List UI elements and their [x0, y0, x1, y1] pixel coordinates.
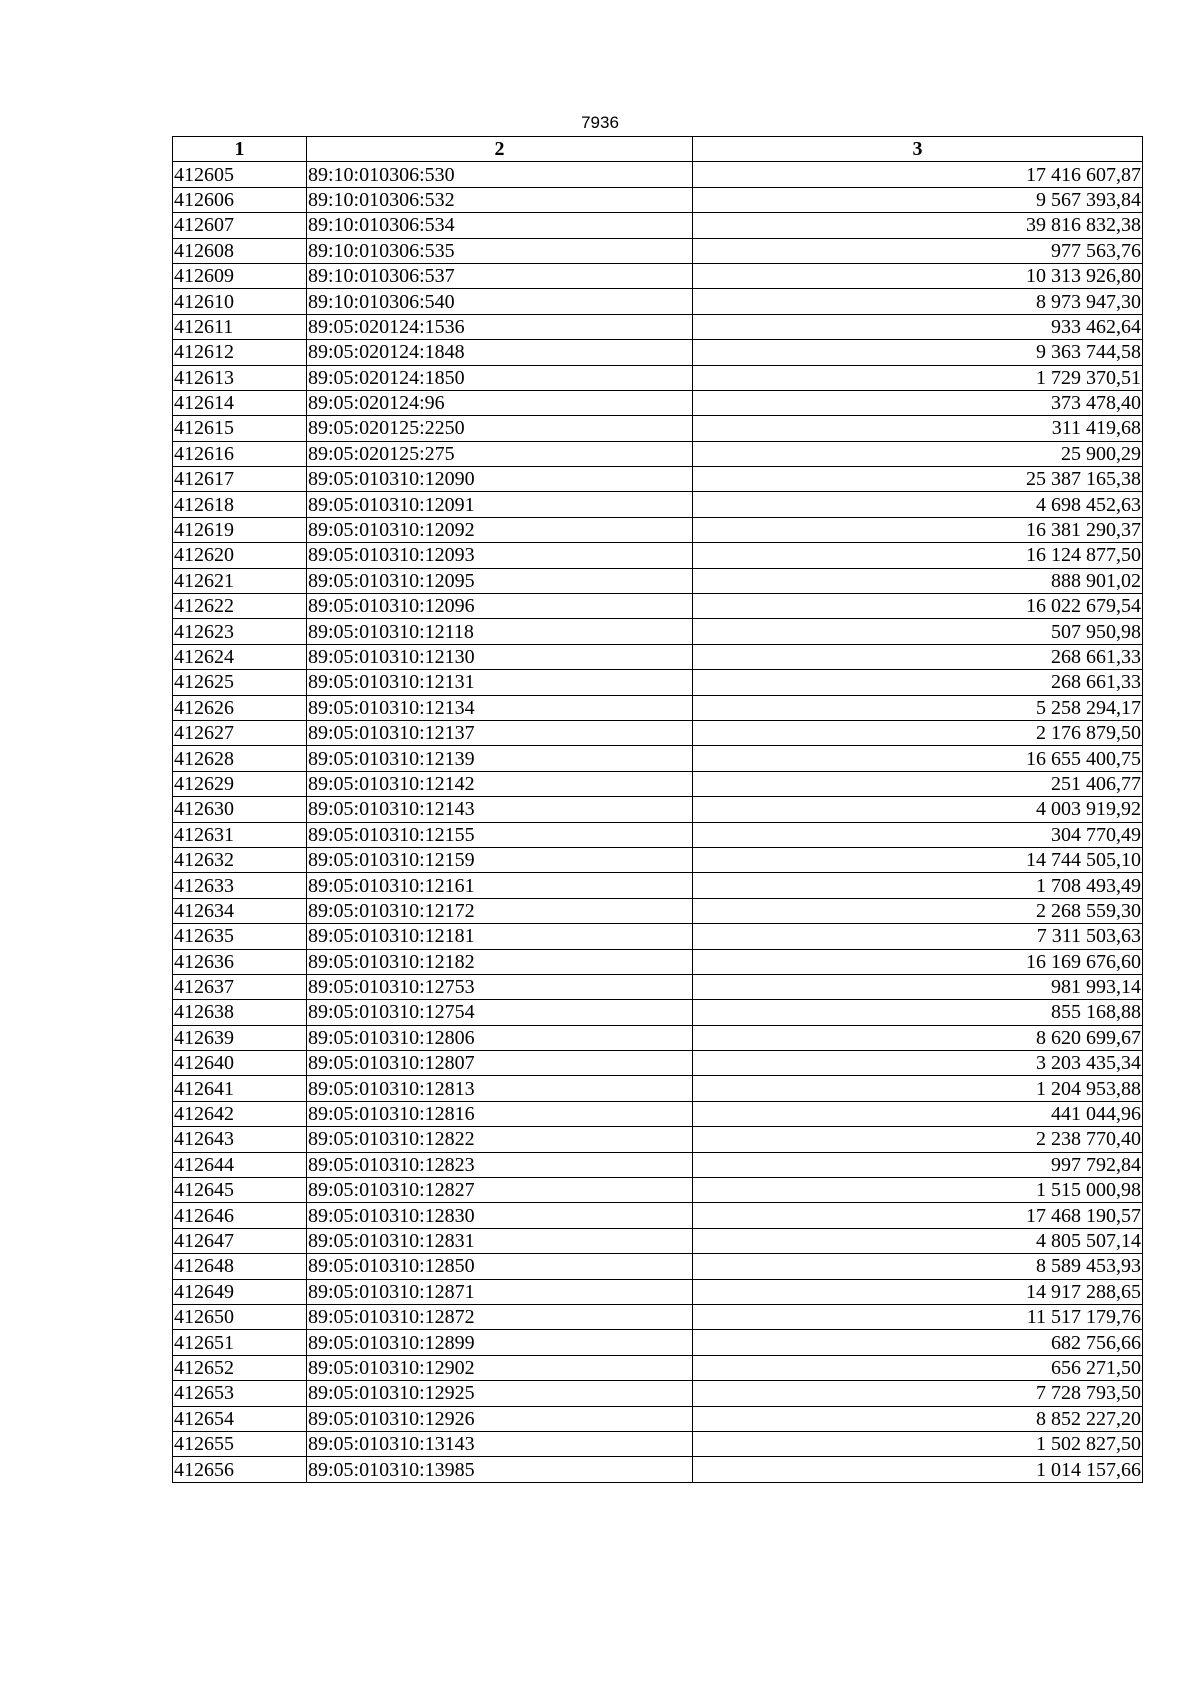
cadastral-number-cell: 89:05:010310:12095: [307, 568, 693, 593]
row-number-cell: 412633: [173, 873, 307, 898]
row-number-cell: 412630: [173, 797, 307, 822]
row-number-cell: 412640: [173, 1051, 307, 1076]
row-number-cell: 412621: [173, 568, 307, 593]
row-number-cell: 412607: [173, 213, 307, 238]
table-row: [173, 517, 1143, 542]
value-cell: 933 462,64: [693, 314, 1143, 339]
table-row: [173, 822, 1143, 847]
row-number-cell: 412618: [173, 492, 307, 517]
table-row: [173, 289, 1143, 314]
cadastral-number-cell: 89:05:010310:12139: [307, 746, 693, 771]
cadastral-number-cell: 89:05:010310:12827: [307, 1178, 693, 1203]
cadastral-number-cell: 89:05:020124:1536: [307, 314, 693, 339]
row-number-cell: 412614: [173, 390, 307, 415]
value-cell: 7 311 503,63: [693, 924, 1143, 949]
cadastral-number-cell: 89:05:010310:12093: [307, 543, 693, 568]
value-cell: 441 044,96: [693, 1101, 1143, 1126]
value-cell: 16 381 290,37: [693, 517, 1143, 542]
cadastral-number-cell: 89:05:010310:12134: [307, 695, 693, 720]
cadastral-number-cell: 89:05:010310:12172: [307, 898, 693, 923]
cadastral-number-cell: 89:05:010310:12096: [307, 594, 693, 619]
row-number-cell: 412613: [173, 365, 307, 390]
row-number-cell: 412637: [173, 974, 307, 999]
value-cell: 10 313 926,80: [693, 263, 1143, 288]
row-number-cell: 412616: [173, 441, 307, 466]
row-number-cell: 412639: [173, 1025, 307, 1050]
row-number-cell: 412648: [173, 1254, 307, 1279]
value-cell: 17 468 190,57: [693, 1203, 1143, 1228]
cadastral-number-cell: 89:10:010306:540: [307, 289, 693, 314]
row-number-cell: 412649: [173, 1279, 307, 1304]
value-cell: 682 756,66: [693, 1330, 1143, 1355]
row-number-cell: 412647: [173, 1228, 307, 1253]
cadastral-number-cell: 89:05:010310:12091: [307, 492, 693, 517]
row-number-cell: 412611: [173, 314, 307, 339]
cadastral-number-cell: 89:05:010310:12813: [307, 1076, 693, 1101]
row-number-cell: 412620: [173, 543, 307, 568]
cadastral-number-cell: 89:05:010310:12092: [307, 517, 693, 542]
row-number-cell: 412643: [173, 1127, 307, 1152]
row-number-cell: 412650: [173, 1304, 307, 1329]
value-cell: 507 950,98: [693, 619, 1143, 644]
value-cell: 1 014 157,66: [693, 1457, 1143, 1482]
cadastral-number-cell: 89:05:010310:12806: [307, 1025, 693, 1050]
value-cell: 16 124 877,50: [693, 543, 1143, 568]
value-cell: 8 589 453,93: [693, 1254, 1143, 1279]
cadastral-number-cell: 89:05:010310:12753: [307, 974, 693, 999]
table-row: [173, 1457, 1143, 1482]
table-row: [173, 1203, 1143, 1228]
table-row: [173, 365, 1143, 390]
table-row: [173, 1101, 1143, 1126]
cadastral-number-cell: 89:05:010310:13985: [307, 1457, 693, 1482]
value-cell: 1 708 493,49: [693, 873, 1143, 898]
table-header-row: [173, 137, 1143, 162]
cadastral-number-cell: 89:05:010310:12872: [307, 1304, 693, 1329]
value-cell: 39 816 832,38: [693, 213, 1143, 238]
cadastral-number-cell: 89:10:010306:537: [307, 263, 693, 288]
table-row: [173, 568, 1143, 593]
cadastral-number-cell: 89:05:010310:12899: [307, 1330, 693, 1355]
value-cell: 8 852 227,20: [693, 1406, 1143, 1431]
table-row: [173, 974, 1143, 999]
row-number-cell: 412622: [173, 594, 307, 619]
value-cell: 373 478,40: [693, 390, 1143, 415]
table-row: [173, 720, 1143, 745]
column-header-3: 3: [693, 137, 1143, 162]
value-cell: 311 419,68: [693, 416, 1143, 441]
cadastral-number-cell: 89:10:010306:532: [307, 187, 693, 212]
value-cell: 8 973 947,30: [693, 289, 1143, 314]
row-number-cell: 412646: [173, 1203, 307, 1228]
value-cell: 7 728 793,50: [693, 1381, 1143, 1406]
value-cell: 268 661,33: [693, 670, 1143, 695]
cadastral-number-cell: 89:10:010306:530: [307, 162, 693, 187]
row-number-cell: 412617: [173, 467, 307, 492]
cadastral-number-cell: 89:05:020124:1850: [307, 365, 693, 390]
cadastral-number-cell: 89:05:010310:12823: [307, 1152, 693, 1177]
cadastral-number-cell: 89:05:010310:12159: [307, 847, 693, 872]
column-header-1: 1: [173, 137, 307, 162]
row-number-cell: 412636: [173, 949, 307, 974]
value-cell: 4 003 919,92: [693, 797, 1143, 822]
value-cell: 17 416 607,87: [693, 162, 1143, 187]
row-number-cell: 412609: [173, 263, 307, 288]
row-number-cell: 412623: [173, 619, 307, 644]
value-cell: 1 515 000,98: [693, 1178, 1143, 1203]
table-row: [173, 187, 1143, 212]
table-row: [173, 1025, 1143, 1050]
table-row: [173, 695, 1143, 720]
table-row: [173, 1076, 1143, 1101]
cadastral-number-cell: 89:05:010310:12137: [307, 720, 693, 745]
table-row: [173, 594, 1143, 619]
row-number-cell: 412655: [173, 1431, 307, 1456]
row-number-cell: 412624: [173, 644, 307, 669]
value-cell: 268 661,33: [693, 644, 1143, 669]
table-row: [173, 873, 1143, 898]
table-row: [173, 1381, 1143, 1406]
row-number-cell: 412654: [173, 1406, 307, 1431]
table-row: [173, 1178, 1143, 1203]
table-row: [173, 314, 1143, 339]
row-number-cell: 412628: [173, 746, 307, 771]
table-row: [173, 213, 1143, 238]
row-number-cell: 412641: [173, 1076, 307, 1101]
value-cell: 5 258 294,17: [693, 695, 1143, 720]
column-header-2: 2: [307, 137, 693, 162]
cadastral-number-cell: 89:05:010310:12871: [307, 1279, 693, 1304]
row-number-cell: 412638: [173, 1000, 307, 1025]
table-row: [173, 898, 1143, 923]
value-cell: 251 406,77: [693, 771, 1143, 796]
cadastral-number-cell: 89:05:010310:12926: [307, 1406, 693, 1431]
value-cell: 8 620 699,67: [693, 1025, 1143, 1050]
table-body: [173, 162, 1143, 1482]
table-row: [173, 670, 1143, 695]
cadastral-number-cell: 89:05:010310:12816: [307, 1101, 693, 1126]
value-cell: 888 901,02: [693, 568, 1143, 593]
cadastral-number-cell: 89:05:020124:1848: [307, 340, 693, 365]
table-row: [173, 340, 1143, 365]
cadastral-number-cell: 89:05:010310:12155: [307, 822, 693, 847]
row-number-cell: 412656: [173, 1457, 307, 1482]
row-number-cell: 412644: [173, 1152, 307, 1177]
value-cell: 14 744 505,10: [693, 847, 1143, 872]
cadastral-number-cell: 89:05:010310:12925: [307, 1381, 693, 1406]
table-row: [173, 949, 1143, 974]
cadastral-number-cell: 89:05:010310:12090: [307, 467, 693, 492]
row-number-cell: 412645: [173, 1178, 307, 1203]
table-row: [173, 1000, 1143, 1025]
table-row: [173, 1279, 1143, 1304]
value-cell: 11 517 179,76: [693, 1304, 1143, 1329]
cadastral-number-cell: 89:05:020125:275: [307, 441, 693, 466]
value-cell: 4 698 452,63: [693, 492, 1143, 517]
table-row: [173, 467, 1143, 492]
table-row: [173, 771, 1143, 796]
value-cell: 981 993,14: [693, 974, 1143, 999]
table-row: [173, 1228, 1143, 1253]
table-row: [173, 390, 1143, 415]
value-cell: 14 917 288,65: [693, 1279, 1143, 1304]
table-row: [173, 263, 1143, 288]
value-cell: 656 271,50: [693, 1355, 1143, 1380]
cadastral-number-cell: 89:05:020124:96: [307, 390, 693, 415]
cadastral-number-cell: 89:05:010310:12902: [307, 1355, 693, 1380]
row-number-cell: 412605: [173, 162, 307, 187]
value-cell: 16 169 676,60: [693, 949, 1143, 974]
row-number-cell: 412651: [173, 1330, 307, 1355]
row-number-cell: 412632: [173, 847, 307, 872]
cadastral-number-cell: 89:05:010310:12130: [307, 644, 693, 669]
value-cell: 1 502 827,50: [693, 1431, 1143, 1456]
cadastral-number-cell: 89:05:010310:12118: [307, 619, 693, 644]
row-number-cell: 412652: [173, 1355, 307, 1380]
table-row: [173, 543, 1143, 568]
value-cell: 9 363 744,58: [693, 340, 1143, 365]
row-number-cell: 412615: [173, 416, 307, 441]
cadastral-number-cell: 89:05:010310:13143: [307, 1431, 693, 1456]
cadastral-number-cell: 89:05:010310:12131: [307, 670, 693, 695]
value-cell: 16 655 400,75: [693, 746, 1143, 771]
cadastral-number-cell: 89:10:010306:535: [307, 238, 693, 263]
table-row: [173, 1304, 1143, 1329]
row-number-cell: 412606: [173, 187, 307, 212]
row-number-cell: 412629: [173, 771, 307, 796]
value-cell: 977 563,76: [693, 238, 1143, 263]
row-number-cell: 412625: [173, 670, 307, 695]
table-row: [173, 797, 1143, 822]
value-cell: 16 022 679,54: [693, 594, 1143, 619]
value-cell: 1 729 370,51: [693, 365, 1143, 390]
cadastral-number-cell: 89:05:010310:12181: [307, 924, 693, 949]
table-row: [173, 1355, 1143, 1380]
row-number-cell: 412608: [173, 238, 307, 263]
row-number-cell: 412653: [173, 1381, 307, 1406]
value-cell: 2 268 559,30: [693, 898, 1143, 923]
table-row: [173, 619, 1143, 644]
cadastral-number-cell: 89:05:010310:12807: [307, 1051, 693, 1076]
cadastral-number-cell: 89:05:010310:12822: [307, 1127, 693, 1152]
cadastral-number-cell: 89:05:010310:12161: [307, 873, 693, 898]
registry-table: [172, 136, 1143, 1483]
cadastral-number-cell: 89:05:010310:12754: [307, 1000, 693, 1025]
value-cell: 2 176 879,50: [693, 720, 1143, 745]
table-row: [173, 644, 1143, 669]
value-cell: 304 770,49: [693, 822, 1143, 847]
table-row: [173, 924, 1143, 949]
row-number-cell: 412626: [173, 695, 307, 720]
value-cell: 9 567 393,84: [693, 187, 1143, 212]
table-row: [173, 1330, 1143, 1355]
table-row: [173, 1431, 1143, 1456]
cadastral-number-cell: 89:05:020125:2250: [307, 416, 693, 441]
table-row: [173, 1254, 1143, 1279]
cadastral-number-cell: 89:05:010310:12831: [307, 1228, 693, 1253]
table-row: [173, 238, 1143, 263]
value-cell: 25 387 165,38: [693, 467, 1143, 492]
value-cell: 997 792,84: [693, 1152, 1143, 1177]
table-row: [173, 1127, 1143, 1152]
page-number: 7936: [581, 113, 619, 132]
row-number-cell: 412619: [173, 517, 307, 542]
row-number-cell: 412635: [173, 924, 307, 949]
value-cell: 1 204 953,88: [693, 1076, 1143, 1101]
table-row: [173, 1152, 1143, 1177]
row-number-cell: 412642: [173, 1101, 307, 1126]
table-row: [173, 847, 1143, 872]
value-cell: 3 203 435,34: [693, 1051, 1143, 1076]
table-row: [173, 441, 1143, 466]
table-row: [173, 1406, 1143, 1431]
row-number-cell: 412610: [173, 289, 307, 314]
cadastral-number-cell: 89:05:010310:12182: [307, 949, 693, 974]
value-cell: 25 900,29: [693, 441, 1143, 466]
row-number-cell: 412631: [173, 822, 307, 847]
cadastral-number-cell: 89:05:010310:12142: [307, 771, 693, 796]
table-row: [173, 1051, 1143, 1076]
value-cell: 4 805 507,14: [693, 1228, 1143, 1253]
row-number-cell: 412634: [173, 898, 307, 923]
row-number-cell: 412627: [173, 720, 307, 745]
value-cell: 2 238 770,40: [693, 1127, 1143, 1152]
table-row: [173, 162, 1143, 187]
table-row: [173, 492, 1143, 517]
table-row: [173, 746, 1143, 771]
table-row: [173, 416, 1143, 441]
cadastral-number-cell: 89:10:010306:534: [307, 213, 693, 238]
cadastral-number-cell: 89:05:010310:12850: [307, 1254, 693, 1279]
row-number-cell: 412612: [173, 340, 307, 365]
cadastral-number-cell: 89:05:010310:12830: [307, 1203, 693, 1228]
value-cell: 855 168,88: [693, 1000, 1143, 1025]
cadastral-number-cell: 89:05:010310:12143: [307, 797, 693, 822]
